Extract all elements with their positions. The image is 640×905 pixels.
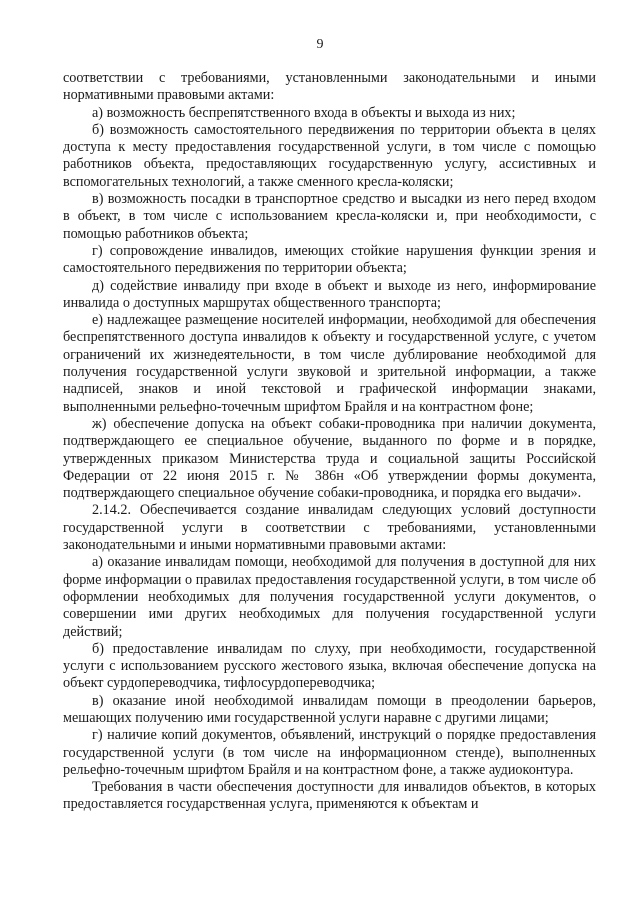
page-number: 9 <box>316 37 324 52</box>
list-item-zh: ж) обеспечение допуска на объект собаки-проводника при наличии документа, подтверждающего ее специальное обучение, выданного по форме и в порядке, утвержденных приказом Министерства труда и социальной защиты Российской Федерации от 22 июня 2015 г. № 386н «Об утверждении формы документа, подтверждающего специальное обучение собаки-проводника, и порядка его выдачи». <box>63 415 596 502</box>
list-item-g-2: г) наличие копий документов, объявлений, инструкций о порядке предоставления государственной услуги (в том числе на информационном стенде), выполненных рельефно-точечным шрифтом Брайля и на контрастном фоне, а также аудиоконтура. <box>63 727 596 778</box>
list-item-v-2: в) оказание иной необходимой инвалидам помощи в преодолении барьеров, мешающих получению ими государственной услуги наравне с другими лицами; <box>63 692 596 726</box>
requirements-paragraph: Требования в части обеспечения доступности для инвалидов объектов, в которых предоставляется государственная услуга, применяются к объектам и <box>63 779 596 813</box>
list-item-a-2: а) оказание инвалидам помощи, необходимой для получения в доступной для них форме информации о правилах предоставления государственной услуги, в том числе об оформлении необходимых для получения государственной услуги документов, о совершении ими других необходимых для получения государственной услуги действий; <box>63 554 596 640</box>
list-item-v: в) возможность посадки в транспортное средство и высадки из него перед входом в объект, в том числе с использованием кресла-коляски и, при необходимости, с помощью работников объекта; <box>63 191 596 242</box>
list-item-b: б) возможность самостоятельного передвижения по территории объекта в целях доступа к месту предоставления государственной услуги, в том числе с помощью работников объекта, предоставляющих государственную услугу, ассистивных и вспомогательных технологий, а также сменного кресла-коляски; <box>63 121 596 190</box>
list-item-e: е) надлежащее размещение носителей информации, необходимой для обеспечения беспрепятственного доступа инвалидов к объекту и государственной услуге, с учетом ограничений их жизнедеятельности, в том числе дублирование необходимой для получения государственной услуги звуковой и зрительной информации, а также надписей, знаков и иной текстовой и графической информации знаками, выполненными рельефно-точечным шрифтом Брайля и на контрастном фоне; <box>63 312 596 415</box>
paragraph-continuation: соответствии с требованиями, установленными законодательными и иными нормативными правовыми актами: <box>63 70 596 104</box>
list-item-g: г) сопровождение инвалидов, имеющих стойкие нарушения функции зрения и самостоятельного передвижения по территории объекта; <box>63 242 596 277</box>
list-item-b-2: б) предоставление инвалидам по слуху, при необходимости, государственной услуги с использованием русского жестового языка, включая обеспечение допуска на объект сурдопереводчика, тифлосурдопереводчика; <box>63 640 596 692</box>
list-item-a: а) возможность беспрепятственного входа в объекты и выхода из них; <box>92 104 516 121</box>
document-body <box>63 70 596 814</box>
list-item-d: д) содействие инвалиду при входе в объект и выходе из него, информирование инвалида о доступных маршрутах общественного транспорта; <box>63 277 596 311</box>
section-2-14-2: 2.14.2. Обеспечивается создание инвалидам следующих условий доступности государственной услуги в соответствии с требованиями, установленными законодательными и иными нормативными правовыми актами: <box>63 502 596 554</box>
